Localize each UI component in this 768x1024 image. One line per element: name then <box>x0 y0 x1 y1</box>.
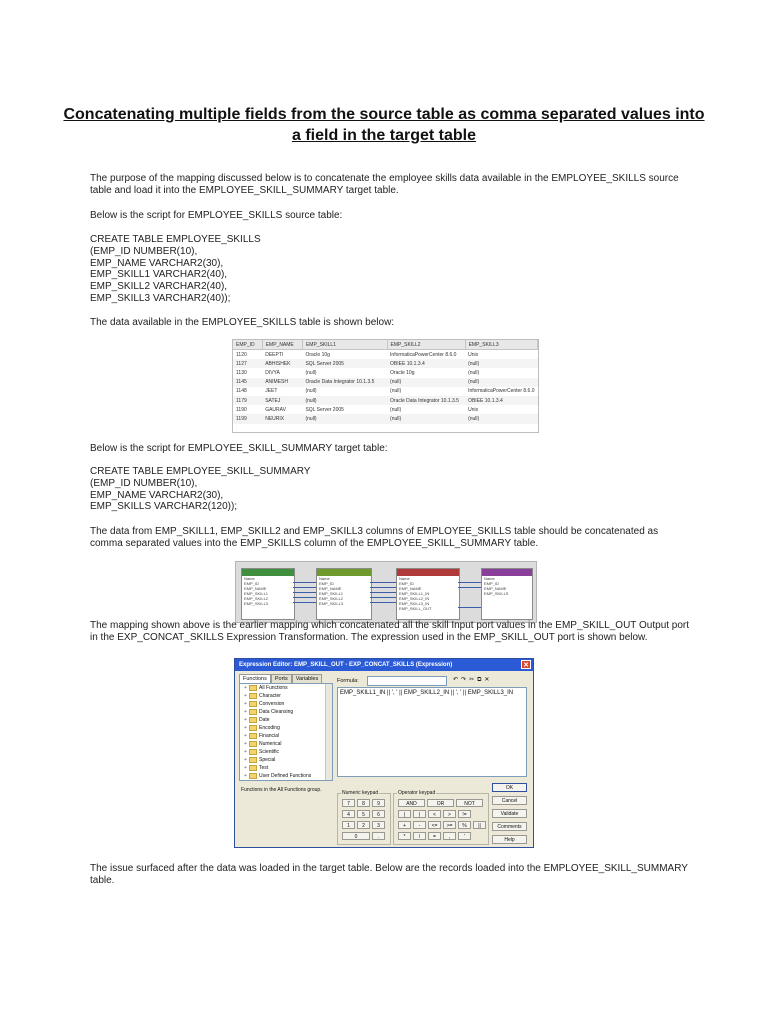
grid-cell: Oracle Data Integrator 10.1.3.5 <box>302 378 387 387</box>
link-line <box>293 602 316 603</box>
table-row <box>233 359 538 368</box>
mapping-target-definition <box>481 568 533 620</box>
expand-icon[interactable]: + <box>244 717 247 723</box>
key-7[interactable]: 7 <box>342 799 355 807</box>
key-and[interactable]: AND <box>398 799 425 807</box>
folder-icon <box>249 717 257 723</box>
mapping-source-definition <box>241 568 295 620</box>
link-line <box>293 597 316 598</box>
document-title: Concatenating multiple fields from the source table as comma separated values into a field in the target table <box>63 106 705 144</box>
port-row: EMP_SKILL_OUT <box>399 606 432 611</box>
grid-cell: (null) <box>390 388 402 395</box>
key-close-paren[interactable]: ) <box>413 810 426 818</box>
grid-cell: 1179 <box>233 396 262 405</box>
tree-item[interactable]: + Date <box>244 717 270 723</box>
key-quote[interactable]: ' <box>458 832 471 840</box>
operator-keypad-label: Operator keypad <box>398 790 436 796</box>
grid-cell: ABHISHEK <box>262 359 302 368</box>
grid-cell: Unix <box>468 406 479 413</box>
grid-cell: DEEPTI <box>265 351 284 358</box>
target-script-heading: Below is the script for EMPLOYEE_SKILL_SUMMARY target table: <box>90 443 388 454</box>
mapping-expression-transformation <box>396 568 460 620</box>
transformation-header <box>317 569 371 576</box>
code-line: CREATE TABLE EMPLOYEE_SKILL_SUMMARY <box>90 466 311 477</box>
code-line: EMP_NAME VARCHAR2(30), <box>90 257 224 269</box>
tree-item[interactable]: + User Defined Functions <box>244 773 312 779</box>
folder-icon <box>249 725 257 731</box>
grid-cell: (null) <box>465 414 537 423</box>
grid-header-row <box>233 340 538 350</box>
grid-cell: OBIEE 10.1.3.4 <box>465 396 537 405</box>
code-line: (EMP_ID NUMBER(10), <box>90 245 198 257</box>
grid-cell: Unix <box>468 351 479 358</box>
link-line <box>293 587 316 588</box>
key-less-equal[interactable]: <= <box>428 821 441 829</box>
delete-icon[interactable]: ✕ <box>484 677 493 683</box>
key-comma[interactable]: , <box>443 832 456 840</box>
grid-cell: (null) <box>305 369 317 376</box>
key-not-equal[interactable]: != <box>458 810 471 818</box>
port-row: EMP_ID <box>399 581 414 586</box>
port-row: EMP_SKILL1_IN <box>399 591 430 596</box>
copy-icon[interactable]: ⧉ <box>477 677 485 683</box>
expression-editor-dialog <box>234 658 534 848</box>
expand-icon[interactable]: + <box>244 725 247 731</box>
link-line <box>370 587 396 588</box>
grid-cell: InformaticaPowerCenter 8.6.0 <box>390 351 457 358</box>
link-line <box>370 597 396 598</box>
link-line <box>458 587 481 588</box>
expand-icon[interactable]: + <box>244 749 247 755</box>
expand-icon[interactable]: + <box>244 709 247 715</box>
grid-cell: (null) <box>387 378 465 387</box>
tree-item[interactable]: + Data Cleansing <box>244 709 294 715</box>
key-equal[interactable]: = <box>428 832 441 840</box>
key-divide[interactable]: / <box>413 832 426 840</box>
grid-cell: (null) <box>465 359 537 368</box>
grid-column-header: EMP_NAME <box>262 340 302 350</box>
comments-button[interactable]: Comments <box>492 822 527 831</box>
tree-scrollbar[interactable] <box>325 684 332 780</box>
key-1[interactable]: 1 <box>342 821 355 829</box>
grid-cell: InformaticaPowerCenter 8.6.0 <box>468 388 535 395</box>
expand-icon[interactable]: + <box>244 701 247 707</box>
tree-item[interactable]: + Numerical <box>244 741 282 747</box>
link-line <box>370 602 396 603</box>
folder-icon <box>249 693 257 699</box>
key-not[interactable]: NOT <box>456 799 483 807</box>
tree-item[interactable]: + Test <box>244 765 269 771</box>
transformation-header <box>397 569 459 576</box>
grid-cell: 1120 <box>236 351 247 358</box>
key-3[interactable]: 3 <box>372 821 385 829</box>
help-button[interactable]: Help <box>492 835 527 844</box>
key-less-than[interactable]: < <box>428 810 441 818</box>
expand-icon[interactable]: + <box>244 693 247 699</box>
link-line <box>458 607 481 608</box>
folder-icon <box>249 765 257 771</box>
grid-cell: SQL Server 2005 <box>302 359 387 368</box>
undo-icon[interactable]: ↶ <box>453 677 462 683</box>
grid-cell: (null) <box>302 414 387 423</box>
table-row <box>233 368 538 377</box>
expand-icon[interactable]: + <box>244 685 247 691</box>
folder-icon <box>249 741 257 747</box>
grid-cell: 1148 <box>236 388 247 395</box>
employee-skills-grid <box>232 339 539 433</box>
port-row: EMP_SKILL1 <box>319 591 344 596</box>
code-line: CREATE TABLE EMPLOYEE_SKILLS <box>90 234 261 245</box>
port-row: EMP_SKILL3 <box>319 601 344 606</box>
data-heading: The data available in the EMPLOYEE_SKILLS table is shown below: <box>90 317 395 328</box>
redo-icon[interactable]: ↷ <box>461 677 470 683</box>
expand-icon[interactable]: + <box>244 741 247 747</box>
editor-toolbar <box>453 676 492 684</box>
transformation-header <box>242 569 294 576</box>
grid-column-header: EMP_SKILL1 <box>302 340 387 350</box>
key-9[interactable]: 9 <box>372 799 385 807</box>
table-row <box>233 387 538 396</box>
code-line: EMP_SKILL3 VARCHAR2(40)); <box>90 292 231 304</box>
folder-icon <box>249 709 257 715</box>
tab-functions[interactable]: Functions <box>239 674 271 683</box>
validate-button[interactable]: Validate <box>492 809 527 818</box>
key-plus[interactable]: + <box>398 821 411 829</box>
target-script <box>90 466 690 513</box>
formula-label: Formula: <box>337 678 359 684</box>
grid-cell: (null) <box>468 369 480 376</box>
folder-icon <box>249 773 257 779</box>
port-row: Name <box>484 576 495 581</box>
link-line <box>293 592 316 593</box>
dialog-title: Expression Editor: EMP_SKILL_OUT - EXP_CONCAT_SKILLS (Expression) <box>239 662 453 668</box>
key-open-paren[interactable]: ( <box>398 810 411 818</box>
grid-cell: 1199 <box>233 414 262 423</box>
mapping-source-qualifier <box>316 568 372 620</box>
grid-cell: GAURAV <box>265 406 286 413</box>
grid-cell: 1130 <box>236 369 247 376</box>
source-script <box>90 234 690 305</box>
folder-icon <box>249 701 257 707</box>
intro-paragraph: The purpose of the mapping discussed below is to concatenate the employee skills data available in the EMPLOYEE_SKILLS source table and load it into the EMPLOYEE_SKILL_SUMMARY target table. <box>90 173 679 196</box>
folder-icon <box>249 733 257 739</box>
transformation-header <box>482 569 532 576</box>
grid-cell: Oracle 10g <box>305 351 330 358</box>
key-or[interactable]: OR <box>427 799 454 807</box>
tab-ports[interactable]: Ports <box>271 674 292 683</box>
port-row: Name <box>319 576 330 581</box>
grid-cell: Oracle 10g <box>390 369 415 376</box>
folder-icon <box>249 685 257 691</box>
tree-item[interactable]: + Encoding <box>244 725 280 731</box>
numeric-keypad <box>337 790 391 845</box>
link-line <box>293 582 316 583</box>
key-greater-than[interactable]: > <box>443 810 456 818</box>
table-row <box>233 414 538 423</box>
key-0[interactable]: 0 <box>342 832 370 840</box>
issue-paragraph: The issue surfaced after the data was loaded in the target table. Below are the records loaded into the EMPLOYEE_SKILL_SUMMARY table. <box>90 863 688 886</box>
expand-icon[interactable]: + <box>244 765 247 771</box>
port-row: EMP_NAME <box>244 586 267 591</box>
mapping-diagram <box>235 561 537 623</box>
grid-cell: 1145 <box>233 378 262 387</box>
table-row <box>233 350 538 360</box>
operator-keypad <box>393 790 489 845</box>
code-line: EMP_SKILL2 VARCHAR2(40), <box>90 281 228 293</box>
expand-icon[interactable]: + <box>244 773 247 779</box>
port-row: EMP_ID <box>319 581 334 586</box>
key-6[interactable]: 6 <box>372 810 385 818</box>
key-8[interactable]: 8 <box>357 799 370 807</box>
folder-icon <box>249 749 257 755</box>
tree-item[interactable]: + All Functions <box>244 685 288 691</box>
grid-cell: ANIMESH <box>262 378 302 387</box>
numeric-keypad-label: Numeric keypad <box>342 790 379 796</box>
port-row: EMP_SKILL2 <box>244 596 269 601</box>
port-row: EMP_ID <box>484 581 499 586</box>
port-row: EMP_ID <box>244 581 259 586</box>
grid-cell: OBIEE 10.1.3.4 <box>387 359 465 368</box>
table-row <box>233 405 538 414</box>
grid-column-header: EMP_SKILL3 <box>465 340 537 350</box>
key-percent[interactable]: % <box>458 821 471 829</box>
key-minus[interactable]: - <box>413 821 426 829</box>
port-row: Name <box>244 576 255 581</box>
cancel-button[interactable]: Cancel <box>492 796 527 805</box>
port-row: EMP_SKILL2_IN <box>399 596 430 601</box>
tree-item[interactable]: + Conversion <box>244 701 285 707</box>
key-4[interactable]: 4 <box>342 810 355 818</box>
grid-cell: (null) <box>465 378 537 387</box>
grid-cell: 1190 <box>236 406 247 413</box>
key-dot[interactable]: . <box>372 832 385 840</box>
editor-tabs <box>239 674 322 683</box>
expand-icon[interactable]: + <box>244 733 247 739</box>
functions-tree[interactable] <box>239 683 333 781</box>
table-row <box>233 396 538 405</box>
port-row: EMP_NAME <box>319 586 342 591</box>
grid-cell: (null) <box>387 414 465 423</box>
port-row: EMP_SKILL2 <box>319 596 344 601</box>
grid-column-header: EMP_SKILL2 <box>387 340 465 350</box>
grid-cell: (null) <box>305 388 317 395</box>
grid-cell: Oracle Data Integrator 10.1.3.5 <box>387 396 465 405</box>
mapping-paragraph: The mapping shown above is the earlier mapping which concatenated all the skill Input port values in the EMP_SKILL_OUT Output port in the EXP_CONCAT_SKILLS Expression Transformation. The expression used in the EMP_SKILL_OUT port is shown below. <box>90 620 690 643</box>
expand-icon[interactable]: + <box>244 757 247 763</box>
grid-cell: JEET <box>265 388 278 395</box>
port-row: EMP_NAME <box>484 586 507 591</box>
code-line: EMP_SKILLS VARCHAR2(120)); <box>90 501 238 513</box>
ok-button[interactable]: OK <box>492 783 527 792</box>
grid-cell: DIVYA <box>265 369 280 376</box>
formula-dropdown[interactable] <box>367 676 447 686</box>
concat-paragraph: The data from EMP_SKILL1, EMP_SKILL2 and EMP_SKILL3 columns of EMPLOYEE_SKILLS table should be concatenated as comma separated values into the EMP_SKILLS column of the EMPLOYEE_SKILL_SUMMARY table. <box>90 526 659 549</box>
link-line <box>370 592 396 593</box>
link-line <box>458 582 481 583</box>
grid-cell: NEURIX <box>262 414 302 423</box>
formula-textarea[interactable]: EMP_SKILL1_IN || ', ' || EMP_SKILL2_IN || ', ' || EMP_SKILL3_IN <box>337 687 527 777</box>
cut-icon[interactable]: ✂ <box>469 677 478 683</box>
tree-item[interactable]: + Special <box>244 757 276 763</box>
folder-icon <box>249 757 257 763</box>
grid-cell: (null) <box>302 396 387 405</box>
function-description: Functions in the All Functions group. <box>241 787 322 793</box>
key-multiply[interactable]: * <box>398 832 411 840</box>
tree-item[interactable]: + Financial <box>244 733 280 739</box>
tab-variables[interactable]: Variables <box>292 674 323 683</box>
key-2[interactable]: 2 <box>357 821 370 829</box>
grid-cell: SQL Server 2005 <box>305 406 344 413</box>
grid-cell: 1127 <box>233 359 262 368</box>
port-row: EMP_SKILL3_IN <box>399 601 430 606</box>
link-line <box>370 582 396 583</box>
port-row: Name <box>399 576 410 581</box>
port-row: EMP_NAME <box>399 586 422 591</box>
dialog-titlebar <box>235 659 533 671</box>
port-row: EMP_SKILLS <box>484 591 509 596</box>
grid-column-header: EMP_ID <box>233 340 262 350</box>
close-icon[interactable]: ✕ <box>521 660 531 669</box>
port-row: EMP_SKILL3 <box>244 601 269 606</box>
grid-cell: SATEJ <box>262 396 302 405</box>
code-line: (EMP_ID NUMBER(10), <box>90 477 198 489</box>
key-greater-equal[interactable]: >= <box>443 821 456 829</box>
key-5[interactable]: 5 <box>357 810 370 818</box>
source-script-heading: Below is the script for EMPLOYEE_SKILLS source table: <box>90 210 343 221</box>
code-line: EMP_NAME VARCHAR2(30), <box>90 489 224 501</box>
table-row <box>233 378 538 387</box>
tree-item[interactable]: + Character <box>244 693 281 699</box>
key-concat[interactable]: || <box>473 821 486 829</box>
tree-item[interactable]: + Scientific <box>244 749 280 755</box>
port-row: EMP_SKILL1 <box>244 591 269 596</box>
grid-cell: (null) <box>390 406 402 413</box>
code-line: EMP_SKILL1 VARCHAR2(40), <box>90 269 228 281</box>
